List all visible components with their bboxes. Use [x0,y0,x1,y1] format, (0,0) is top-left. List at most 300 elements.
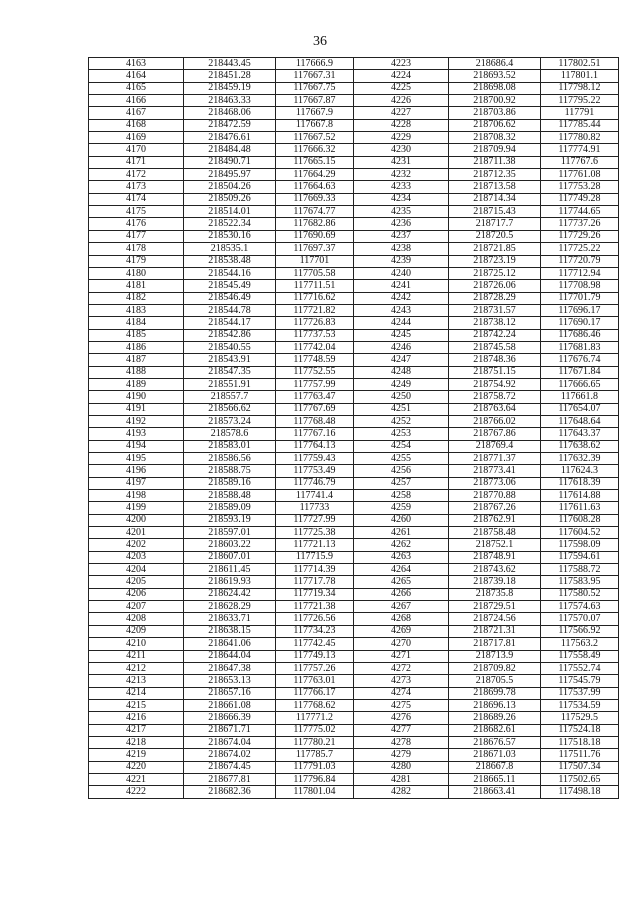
table-row [89,786,619,798]
x-coordinate-cell: 218714.34 [449,193,541,205]
point-number-cell: 4164 [89,70,184,82]
y-coordinate-cell: 117744.65 [541,206,619,218]
table-row [89,465,619,477]
x-coordinate-cell: 218476.61 [184,132,276,144]
y-coordinate-cell: 117665.15 [276,156,354,168]
table-row [89,181,619,193]
point-number-cell: 4186 [89,341,184,353]
point-number-cell: 4195 [89,453,184,465]
point-number-cell: 4267 [354,601,449,613]
x-coordinate-cell: 218545.49 [184,280,276,292]
x-coordinate-cell: 218767.26 [449,502,541,514]
x-coordinate-cell: 218671.71 [184,724,276,736]
x-coordinate-cell: 218593.19 [184,514,276,526]
table-row [89,329,619,341]
x-coordinate-cell: 218677.81 [184,773,276,785]
x-coordinate-cell: 218773.06 [449,477,541,489]
x-coordinate-cell: 218443.45 [184,58,276,70]
y-coordinate-cell: 117583.95 [541,576,619,588]
table-row [89,514,619,526]
y-coordinate-cell: 117669.33 [276,193,354,205]
y-coordinate-cell: 117588.72 [541,564,619,576]
x-coordinate-cell: 218763.64 [449,403,541,415]
y-coordinate-cell: 117574.63 [541,601,619,613]
x-coordinate-cell: 218754.92 [449,378,541,390]
x-coordinate-cell: 218544.78 [184,304,276,316]
point-number-cell: 4172 [89,169,184,181]
x-coordinate-cell: 218706.62 [449,119,541,131]
y-coordinate-cell: 117749.28 [541,193,619,205]
y-coordinate-cell: 117667.75 [276,82,354,94]
x-coordinate-cell: 218611.45 [184,564,276,576]
point-number-cell: 4180 [89,267,184,279]
y-coordinate-cell: 117737.53 [276,329,354,341]
point-number-cell: 4243 [354,304,449,316]
y-coordinate-cell: 117726.83 [276,317,354,329]
point-number-cell: 4239 [354,255,449,267]
table-row [89,378,619,390]
table-row [89,576,619,588]
y-coordinate-cell: 117767.16 [276,428,354,440]
y-coordinate-cell: 117726.56 [276,613,354,625]
x-coordinate-cell: 218624.42 [184,588,276,600]
point-number-cell: 4224 [354,70,449,82]
y-coordinate-cell: 117558.49 [541,650,619,662]
y-coordinate-cell: 117705.58 [276,267,354,279]
y-coordinate-cell: 117721.82 [276,304,354,316]
y-coordinate-cell: 117775.02 [276,724,354,736]
x-coordinate-cell: 218638.15 [184,625,276,637]
y-coordinate-cell: 117690.69 [276,230,354,242]
y-coordinate-cell: 117518.18 [541,736,619,748]
point-number-cell: 4245 [354,329,449,341]
point-number-cell: 4196 [89,465,184,477]
x-coordinate-cell: 218472.59 [184,119,276,131]
point-number-cell: 4272 [354,662,449,674]
table-row [89,749,619,761]
x-coordinate-cell: 218607.01 [184,551,276,563]
table-row [89,267,619,279]
x-coordinate-cell: 218676.57 [449,736,541,748]
x-coordinate-cell: 218540.55 [184,341,276,353]
point-number-cell: 4184 [89,317,184,329]
table-row [89,588,619,600]
y-coordinate-cell: 117711.51 [276,280,354,292]
point-number-cell: 4178 [89,243,184,255]
point-number-cell: 4163 [89,58,184,70]
table-row [89,428,619,440]
x-coordinate-cell: 218451.28 [184,70,276,82]
y-coordinate-cell: 117654.07 [541,403,619,415]
y-coordinate-cell: 117749.13 [276,650,354,662]
x-coordinate-cell: 218628.29 [184,601,276,613]
table-row [89,613,619,625]
point-number-cell: 4167 [89,107,184,119]
point-number-cell: 4203 [89,551,184,563]
y-coordinate-cell: 117766.17 [276,687,354,699]
x-coordinate-cell: 218530.16 [184,230,276,242]
y-coordinate-cell: 117643.37 [541,428,619,440]
x-coordinate-cell: 218484.48 [184,144,276,156]
point-number-cell: 4229 [354,132,449,144]
table-row [89,304,619,316]
table-row [89,539,619,551]
table-row [89,317,619,329]
point-number-cell: 4234 [354,193,449,205]
point-number-cell: 4265 [354,576,449,588]
point-number-cell: 4211 [89,650,184,662]
x-coordinate-cell: 218603.22 [184,539,276,551]
y-coordinate-cell: 117666.9 [276,58,354,70]
x-coordinate-cell: 218721.31 [449,625,541,637]
x-coordinate-cell: 218495.97 [184,169,276,181]
point-number-cell: 4266 [354,588,449,600]
y-coordinate-cell: 117667.87 [276,95,354,107]
table-row [89,699,619,711]
point-number-cell: 4282 [354,786,449,798]
x-coordinate-cell: 218538.48 [184,255,276,267]
point-number-cell: 4182 [89,292,184,304]
point-number-cell: 4218 [89,736,184,748]
table-row [89,391,619,403]
point-number-cell: 4208 [89,613,184,625]
y-coordinate-cell: 117664.63 [276,181,354,193]
y-coordinate-cell: 117697.37 [276,243,354,255]
table-row [89,403,619,415]
x-coordinate-cell: 218547.35 [184,366,276,378]
y-coordinate-cell: 117733 [276,502,354,514]
point-number-cell: 4249 [354,378,449,390]
coordinates-table [88,57,619,799]
x-coordinate-cell: 218758.48 [449,527,541,539]
point-number-cell: 4231 [354,156,449,168]
point-number-cell: 4275 [354,699,449,711]
point-number-cell: 4255 [354,453,449,465]
point-number-cell: 4246 [354,341,449,353]
point-number-cell: 4171 [89,156,184,168]
x-coordinate-cell: 218573.24 [184,415,276,427]
y-coordinate-cell: 117681.83 [541,341,619,353]
point-number-cell: 4177 [89,230,184,242]
x-coordinate-cell: 218752.1 [449,539,541,551]
x-coordinate-cell: 218735.8 [449,588,541,600]
point-number-cell: 4197 [89,477,184,489]
x-coordinate-cell: 218767.86 [449,428,541,440]
point-number-cell: 4220 [89,761,184,773]
point-number-cell: 4207 [89,601,184,613]
x-coordinate-cell: 218739.18 [449,576,541,588]
x-coordinate-cell: 218751.15 [449,366,541,378]
x-coordinate-cell: 218633.71 [184,613,276,625]
y-coordinate-cell: 117618.39 [541,477,619,489]
table-row [89,638,619,650]
x-coordinate-cell: 218758.72 [449,391,541,403]
coordinates-table-body [89,58,619,799]
y-coordinate-cell: 117666.32 [276,144,354,156]
point-number-cell: 4212 [89,662,184,674]
point-number-cell: 4233 [354,181,449,193]
point-number-cell: 4205 [89,576,184,588]
y-coordinate-cell: 117715.9 [276,551,354,563]
point-number-cell: 4181 [89,280,184,292]
table-row [89,169,619,181]
point-number-cell: 4280 [354,761,449,773]
point-number-cell: 4219 [89,749,184,761]
table-row [89,230,619,242]
table-row [89,601,619,613]
x-coordinate-cell: 218770.88 [449,490,541,502]
x-coordinate-cell: 218619.93 [184,576,276,588]
y-coordinate-cell: 117796.84 [276,773,354,785]
y-coordinate-cell: 117780.21 [276,736,354,748]
y-coordinate-cell: 117785.7 [276,749,354,761]
x-coordinate-cell: 218653.13 [184,675,276,687]
point-number-cell: 4257 [354,477,449,489]
point-number-cell: 4214 [89,687,184,699]
table-row [89,564,619,576]
y-coordinate-cell: 117671.84 [541,366,619,378]
x-coordinate-cell: 218509.26 [184,193,276,205]
x-coordinate-cell: 218490.71 [184,156,276,168]
table-row [89,551,619,563]
x-coordinate-cell: 218729.51 [449,601,541,613]
x-coordinate-cell: 218588.48 [184,490,276,502]
y-coordinate-cell: 117727.99 [276,514,354,526]
point-number-cell: 4270 [354,638,449,650]
y-coordinate-cell: 117661.8 [541,391,619,403]
y-coordinate-cell: 117712.94 [541,267,619,279]
y-coordinate-cell: 117624.3 [541,465,619,477]
point-number-cell: 4206 [89,588,184,600]
x-coordinate-cell: 218713.9 [449,650,541,662]
table-row [89,193,619,205]
y-coordinate-cell: 117785.44 [541,119,619,131]
table-row [89,144,619,156]
x-coordinate-cell: 218769.4 [449,440,541,452]
table-row [89,527,619,539]
x-coordinate-cell: 218771.37 [449,453,541,465]
point-number-cell: 4247 [354,354,449,366]
table-row [89,366,619,378]
y-coordinate-cell: 117737.26 [541,218,619,230]
point-number-cell: 4165 [89,82,184,94]
y-coordinate-cell: 117648.64 [541,415,619,427]
x-coordinate-cell: 218588.75 [184,465,276,477]
y-coordinate-cell: 117566.92 [541,625,619,637]
table-row [89,662,619,674]
point-number-cell: 4189 [89,378,184,390]
x-coordinate-cell: 218544.17 [184,317,276,329]
x-coordinate-cell: 218723.19 [449,255,541,267]
y-coordinate-cell: 117552.74 [541,662,619,674]
y-coordinate-cell: 117667.8 [276,119,354,131]
y-coordinate-cell: 117757.26 [276,662,354,674]
x-coordinate-cell: 218724.56 [449,613,541,625]
y-coordinate-cell: 117563.2 [541,638,619,650]
y-coordinate-cell: 117757.99 [276,378,354,390]
x-coordinate-cell: 218667.8 [449,761,541,773]
point-number-cell: 4201 [89,527,184,539]
x-coordinate-cell: 218463.33 [184,95,276,107]
point-number-cell: 4254 [354,440,449,452]
y-coordinate-cell: 117570.07 [541,613,619,625]
point-number-cell: 4191 [89,403,184,415]
table-row [89,440,619,452]
x-coordinate-cell: 218773.41 [449,465,541,477]
x-coordinate-cell: 218666.39 [184,712,276,724]
point-number-cell: 4260 [354,514,449,526]
x-coordinate-cell: 218717.7 [449,218,541,230]
x-coordinate-cell: 218546.49 [184,292,276,304]
x-coordinate-cell: 218693.52 [449,70,541,82]
table-row [89,95,619,107]
x-coordinate-cell: 218586.56 [184,453,276,465]
point-number-cell: 4274 [354,687,449,699]
point-number-cell: 4174 [89,193,184,205]
y-coordinate-cell: 117667.52 [276,132,354,144]
point-number-cell: 4238 [354,243,449,255]
y-coordinate-cell: 117717.78 [276,576,354,588]
x-coordinate-cell: 218696.13 [449,699,541,711]
x-coordinate-cell: 218762.91 [449,514,541,526]
y-coordinate-cell: 117725.38 [276,527,354,539]
y-coordinate-cell: 117742.45 [276,638,354,650]
y-coordinate-cell: 117632.39 [541,453,619,465]
table-row [89,675,619,687]
y-coordinate-cell: 117714.39 [276,564,354,576]
point-number-cell: 4190 [89,391,184,403]
point-number-cell: 4276 [354,712,449,724]
table-row [89,625,619,637]
point-number-cell: 4185 [89,329,184,341]
point-number-cell: 4279 [354,749,449,761]
page-number: 36 [313,34,327,49]
y-coordinate-cell: 117720.79 [541,255,619,267]
y-coordinate-cell: 117752.55 [276,366,354,378]
x-coordinate-cell: 218597.01 [184,527,276,539]
point-number-cell: 4179 [89,255,184,267]
x-coordinate-cell: 218728.29 [449,292,541,304]
table-row [89,354,619,366]
x-coordinate-cell: 218731.57 [449,304,541,316]
x-coordinate-cell: 218583.01 [184,440,276,452]
point-number-cell: 4169 [89,132,184,144]
y-coordinate-cell: 117604.52 [541,527,619,539]
point-number-cell: 4230 [354,144,449,156]
x-coordinate-cell: 218682.61 [449,724,541,736]
x-coordinate-cell: 218705.5 [449,675,541,687]
x-coordinate-cell: 218674.04 [184,736,276,748]
y-coordinate-cell: 117719.34 [276,588,354,600]
y-coordinate-cell: 117682.86 [276,218,354,230]
x-coordinate-cell: 218644.04 [184,650,276,662]
table-row [89,712,619,724]
y-coordinate-cell: 117667.31 [276,70,354,82]
table-row [89,490,619,502]
y-coordinate-cell: 117802.51 [541,58,619,70]
x-coordinate-cell: 218708.32 [449,132,541,144]
point-number-cell: 4228 [354,119,449,131]
point-number-cell: 4173 [89,181,184,193]
y-coordinate-cell: 117764.13 [276,440,354,452]
table-row [89,687,619,699]
y-coordinate-cell: 117753.49 [276,465,354,477]
point-number-cell: 4252 [354,415,449,427]
y-coordinate-cell: 117674.77 [276,206,354,218]
x-coordinate-cell: 218686.4 [449,58,541,70]
point-number-cell: 4242 [354,292,449,304]
table-row [89,773,619,785]
point-number-cell: 4268 [354,613,449,625]
x-coordinate-cell: 218647.38 [184,662,276,674]
x-coordinate-cell: 218674.02 [184,749,276,761]
x-coordinate-cell: 218544.16 [184,267,276,279]
point-number-cell: 4277 [354,724,449,736]
x-coordinate-cell: 218566.62 [184,403,276,415]
y-coordinate-cell: 117748.59 [276,354,354,366]
x-coordinate-cell: 218504.26 [184,181,276,193]
y-coordinate-cell: 117801.1 [541,70,619,82]
x-coordinate-cell: 218589.09 [184,502,276,514]
table-row [89,206,619,218]
x-coordinate-cell: 218551.91 [184,378,276,390]
x-coordinate-cell: 218661.08 [184,699,276,711]
point-number-cell: 4170 [89,144,184,156]
point-number-cell: 4278 [354,736,449,748]
point-number-cell: 4253 [354,428,449,440]
x-coordinate-cell: 218671.03 [449,749,541,761]
y-coordinate-cell: 117608.28 [541,514,619,526]
point-number-cell: 4241 [354,280,449,292]
y-coordinate-cell: 117611.63 [541,502,619,514]
x-coordinate-cell: 218748.91 [449,551,541,563]
y-coordinate-cell: 117529.5 [541,712,619,724]
point-number-cell: 4193 [89,428,184,440]
x-coordinate-cell: 218748.36 [449,354,541,366]
table-row [89,243,619,255]
point-number-cell: 4236 [354,218,449,230]
point-number-cell: 4281 [354,773,449,785]
y-coordinate-cell: 117594.61 [541,551,619,563]
x-coordinate-cell: 218689.26 [449,712,541,724]
x-coordinate-cell: 218717.81 [449,638,541,650]
y-coordinate-cell: 117774.91 [541,144,619,156]
point-number-cell: 4273 [354,675,449,687]
point-number-cell: 4227 [354,107,449,119]
y-coordinate-cell: 117795.22 [541,95,619,107]
point-number-cell: 4221 [89,773,184,785]
table-row [89,107,619,119]
point-number-cell: 4259 [354,502,449,514]
point-number-cell: 4225 [354,82,449,94]
point-number-cell: 4213 [89,675,184,687]
y-coordinate-cell: 117511.76 [541,749,619,761]
point-number-cell: 4263 [354,551,449,563]
y-coordinate-cell: 117768.48 [276,415,354,427]
y-coordinate-cell: 117686.46 [541,329,619,341]
table-row [89,218,619,230]
x-coordinate-cell: 218713.58 [449,181,541,193]
x-coordinate-cell: 218543.91 [184,354,276,366]
point-number-cell: 4264 [354,564,449,576]
point-number-cell: 4210 [89,638,184,650]
x-coordinate-cell: 218522.34 [184,218,276,230]
table-row [89,415,619,427]
table-row [89,477,619,489]
point-number-cell: 4237 [354,230,449,242]
table-row [89,724,619,736]
y-coordinate-cell: 117767.69 [276,403,354,415]
